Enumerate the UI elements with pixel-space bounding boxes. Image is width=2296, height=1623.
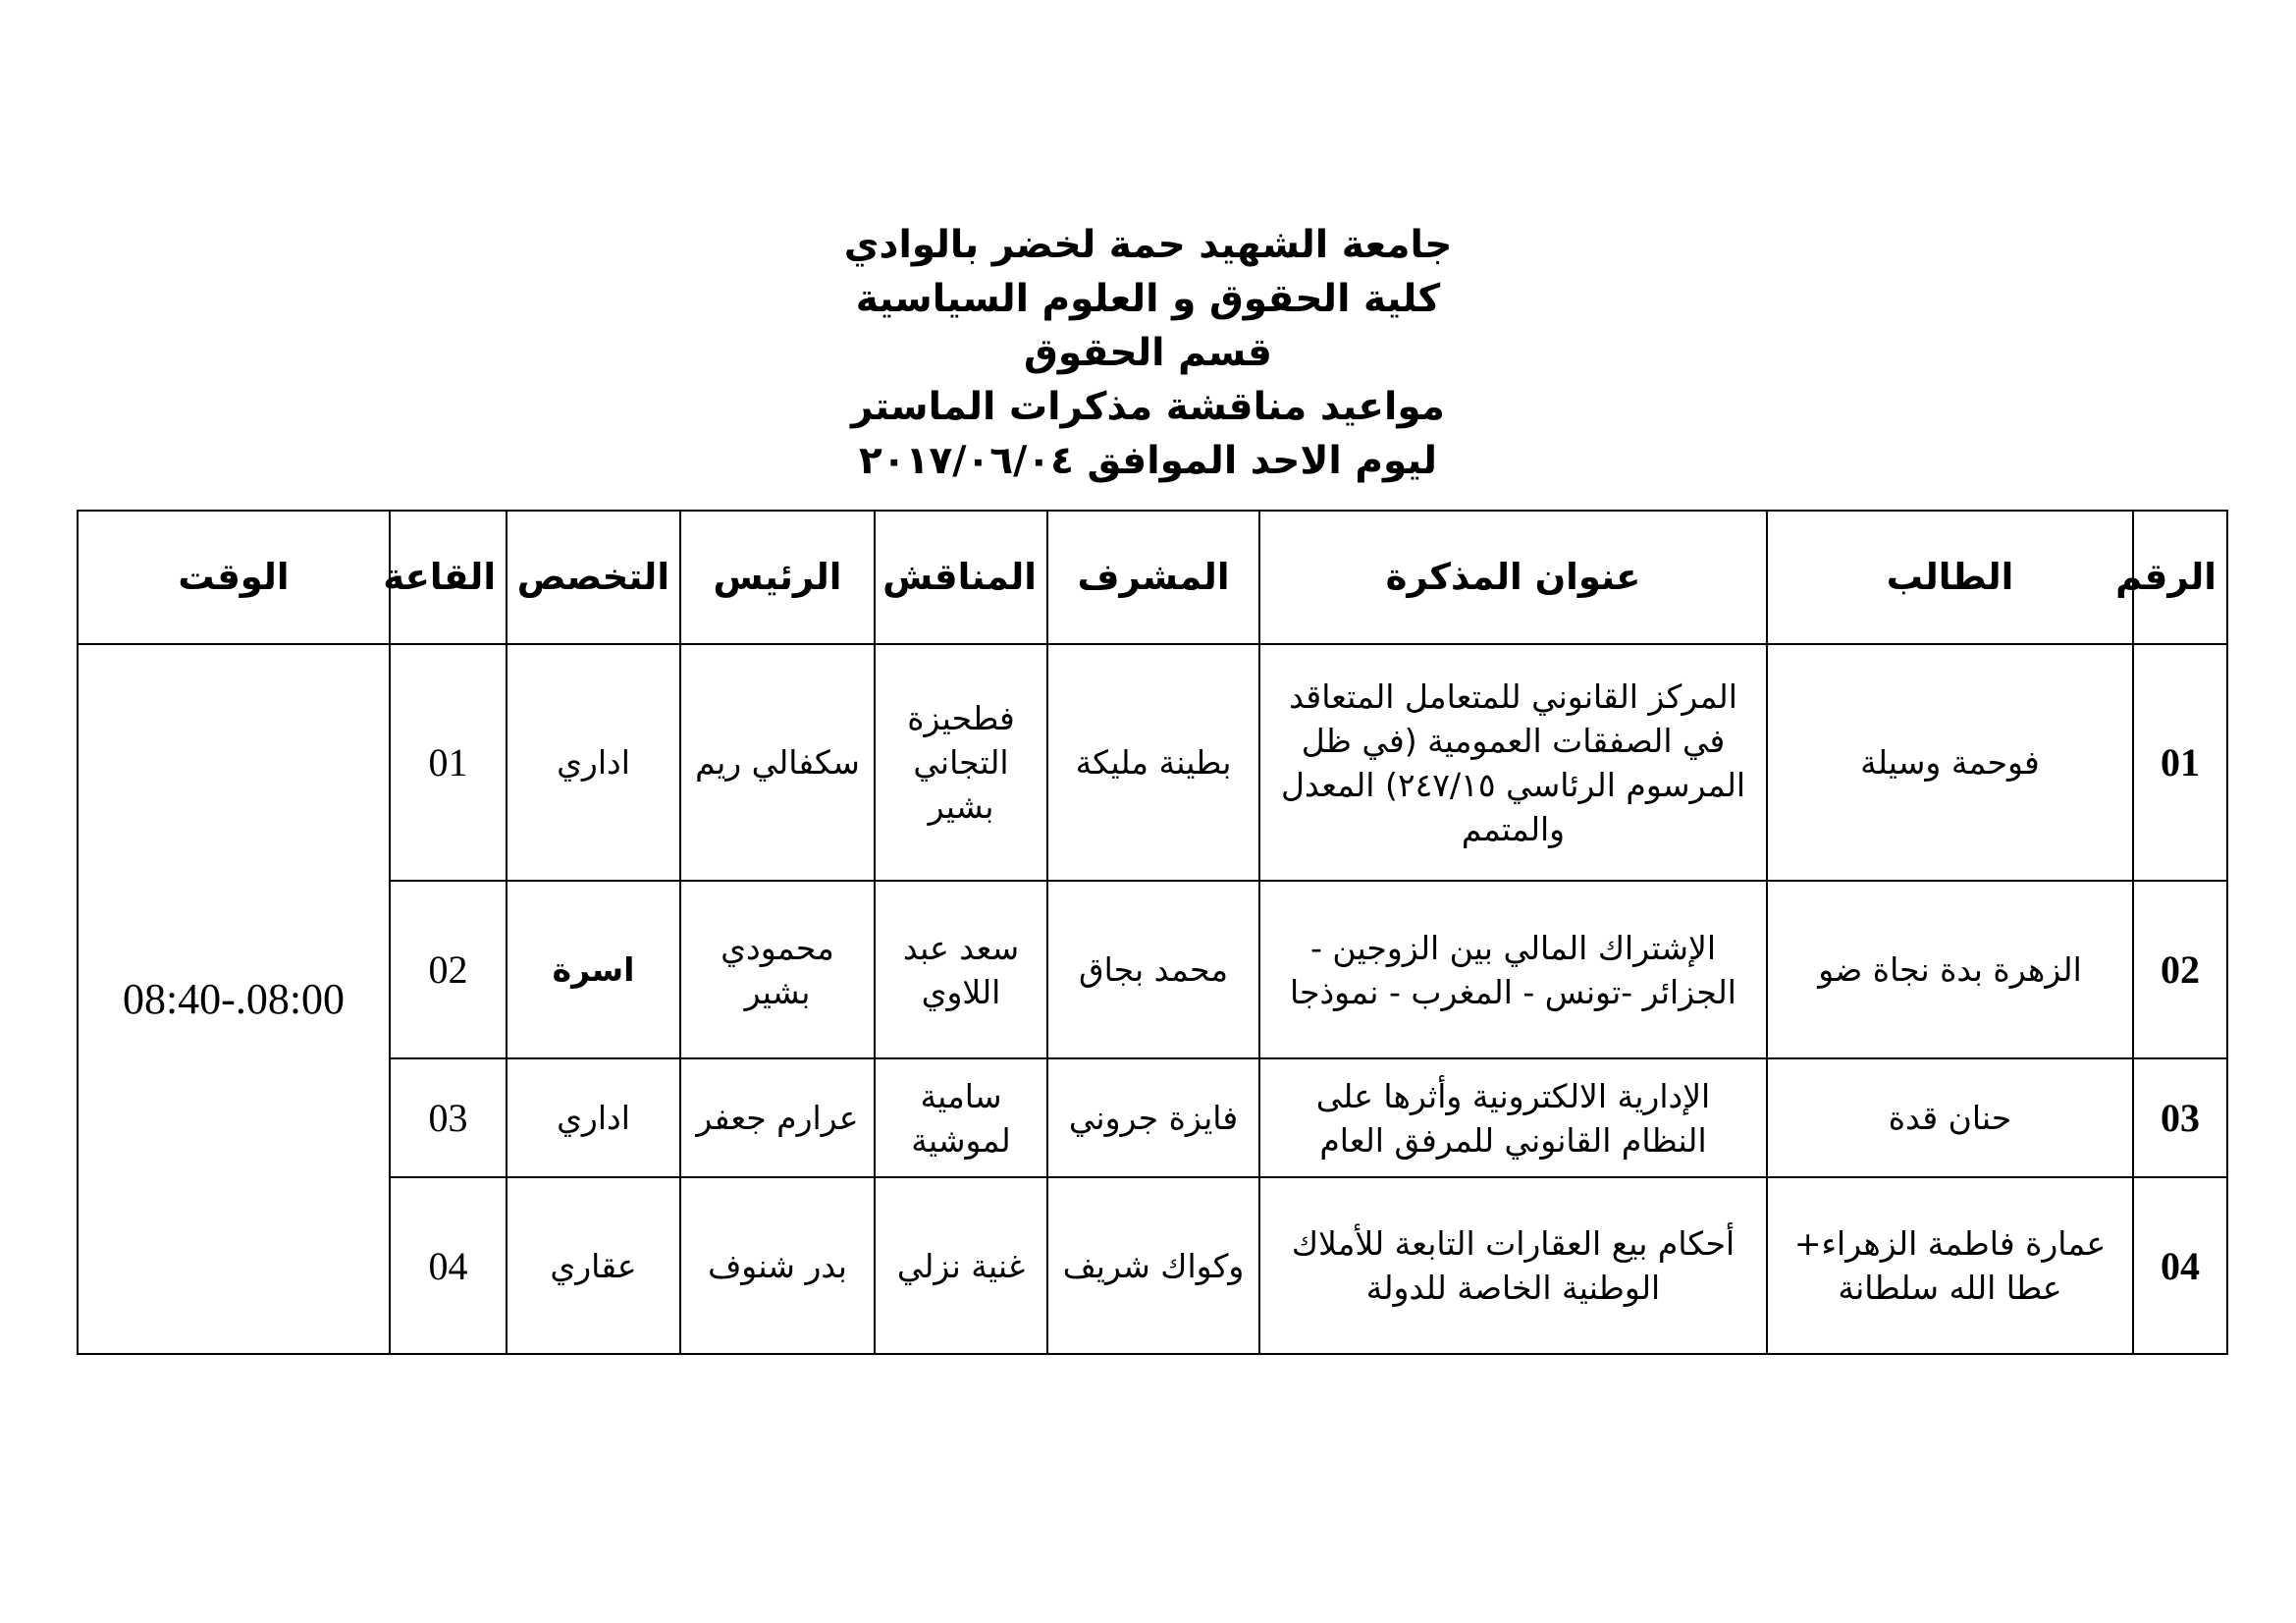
row-number: 01 (2133, 644, 2227, 881)
header-student: الطالب (1767, 511, 2133, 644)
president-cell: بدر شنوف (680, 1177, 875, 1354)
table-row (78, 1177, 2227, 1354)
table-row (78, 881, 2227, 1058)
university-name: جامعة الشهيد حمة لخضر بالوادي (843, 223, 1453, 267)
examiner-cell: سامية لموشية (875, 1058, 1047, 1177)
header-examiner: المناقش (875, 511, 1047, 644)
president-cell: عرارم جعفر (680, 1058, 875, 1177)
student-cell: حنان قدة (1767, 1058, 2133, 1177)
header-number: الرقم (2133, 511, 2227, 644)
room-cell: 01 (390, 644, 507, 881)
examiner-cell: سعد عبد اللاوي (875, 881, 1047, 1058)
specialty-cell: اسرة (507, 881, 680, 1058)
header-thesis-title: عنوان المذكرة (1259, 511, 1767, 644)
defense-schedule-table (77, 510, 2228, 1355)
document-title: مواعيد مناقشة مذكرات الماستر (851, 385, 1445, 429)
supervisor-cell: وكواك شريف (1047, 1177, 1259, 1354)
president-cell: سكفالي ريم (680, 644, 875, 881)
examiner-cell: فطحيزة التجاني بشير (875, 644, 1047, 881)
department-name: قسم الحقوق (1024, 331, 1272, 375)
room-cell: 02 (390, 881, 507, 1058)
table-header-row (78, 511, 2227, 644)
student-cell: فوحمة وسيلة (1767, 644, 2133, 881)
thesis-title-cell: المركز القانوني للمتعامل المتعاقد في الصفقات العمومية (في ظل المرسوم الرئاسي ٢٤٧/١٥) المعدل والمتمم (1259, 644, 1767, 881)
header-time: الوقت (78, 511, 390, 644)
time-cell: 08:40-.08:00 (78, 644, 390, 1354)
thesis-title-cell: الإدارية الالكترونية وأثرها على النظام القانوني للمرفق العام (1259, 1058, 1767, 1177)
row-number: 04 (2133, 1177, 2227, 1354)
header-president: الرئيس (680, 511, 875, 644)
supervisor-cell: فايزة جروني (1047, 1058, 1259, 1177)
student-cell: الزهرة بدة نجاة ضو (1767, 881, 2133, 1058)
supervisor-cell: بطينة مليكة (1047, 644, 1259, 881)
specialty-cell: اداري (507, 644, 680, 881)
header-supervisor: المشرف (1047, 511, 1259, 644)
table-row (78, 644, 2227, 881)
row-number: 03 (2133, 1058, 2227, 1177)
specialty-cell: عقاري (507, 1177, 680, 1354)
document-header (0, 218, 2296, 488)
student-cell: عمارة فاطمة الزهراء+ عطا الله سلطانة (1767, 1177, 2133, 1354)
room-cell: 04 (390, 1177, 507, 1354)
row-number: 02 (2133, 881, 2227, 1058)
specialty-cell: اداري (507, 1058, 680, 1177)
room-cell: 03 (390, 1058, 507, 1177)
thesis-title-cell: أحكام بيع العقارات التابعة للأملاك الوطنية الخاصة للدولة (1259, 1177, 1767, 1354)
faculty-name: كلية الحقوق و العلوم السياسية (855, 277, 1441, 321)
header-room: القاعة (390, 511, 507, 644)
examiner-cell: غنية نزلي (875, 1177, 1047, 1354)
thesis-title-cell: الإشتراك المالي بين الزوجين - الجزائر -تونس - المغرب - نموذجا (1259, 881, 1767, 1058)
date-line: ليوم الاحد الموافق ٢٠١٧/٠٦/٠٤ (859, 439, 1437, 483)
supervisor-cell: محمد بجاق (1047, 881, 1259, 1058)
president-cell: محمودي بشير (680, 881, 875, 1058)
header-specialty: التخصص (507, 511, 680, 644)
table-row (78, 1058, 2227, 1177)
